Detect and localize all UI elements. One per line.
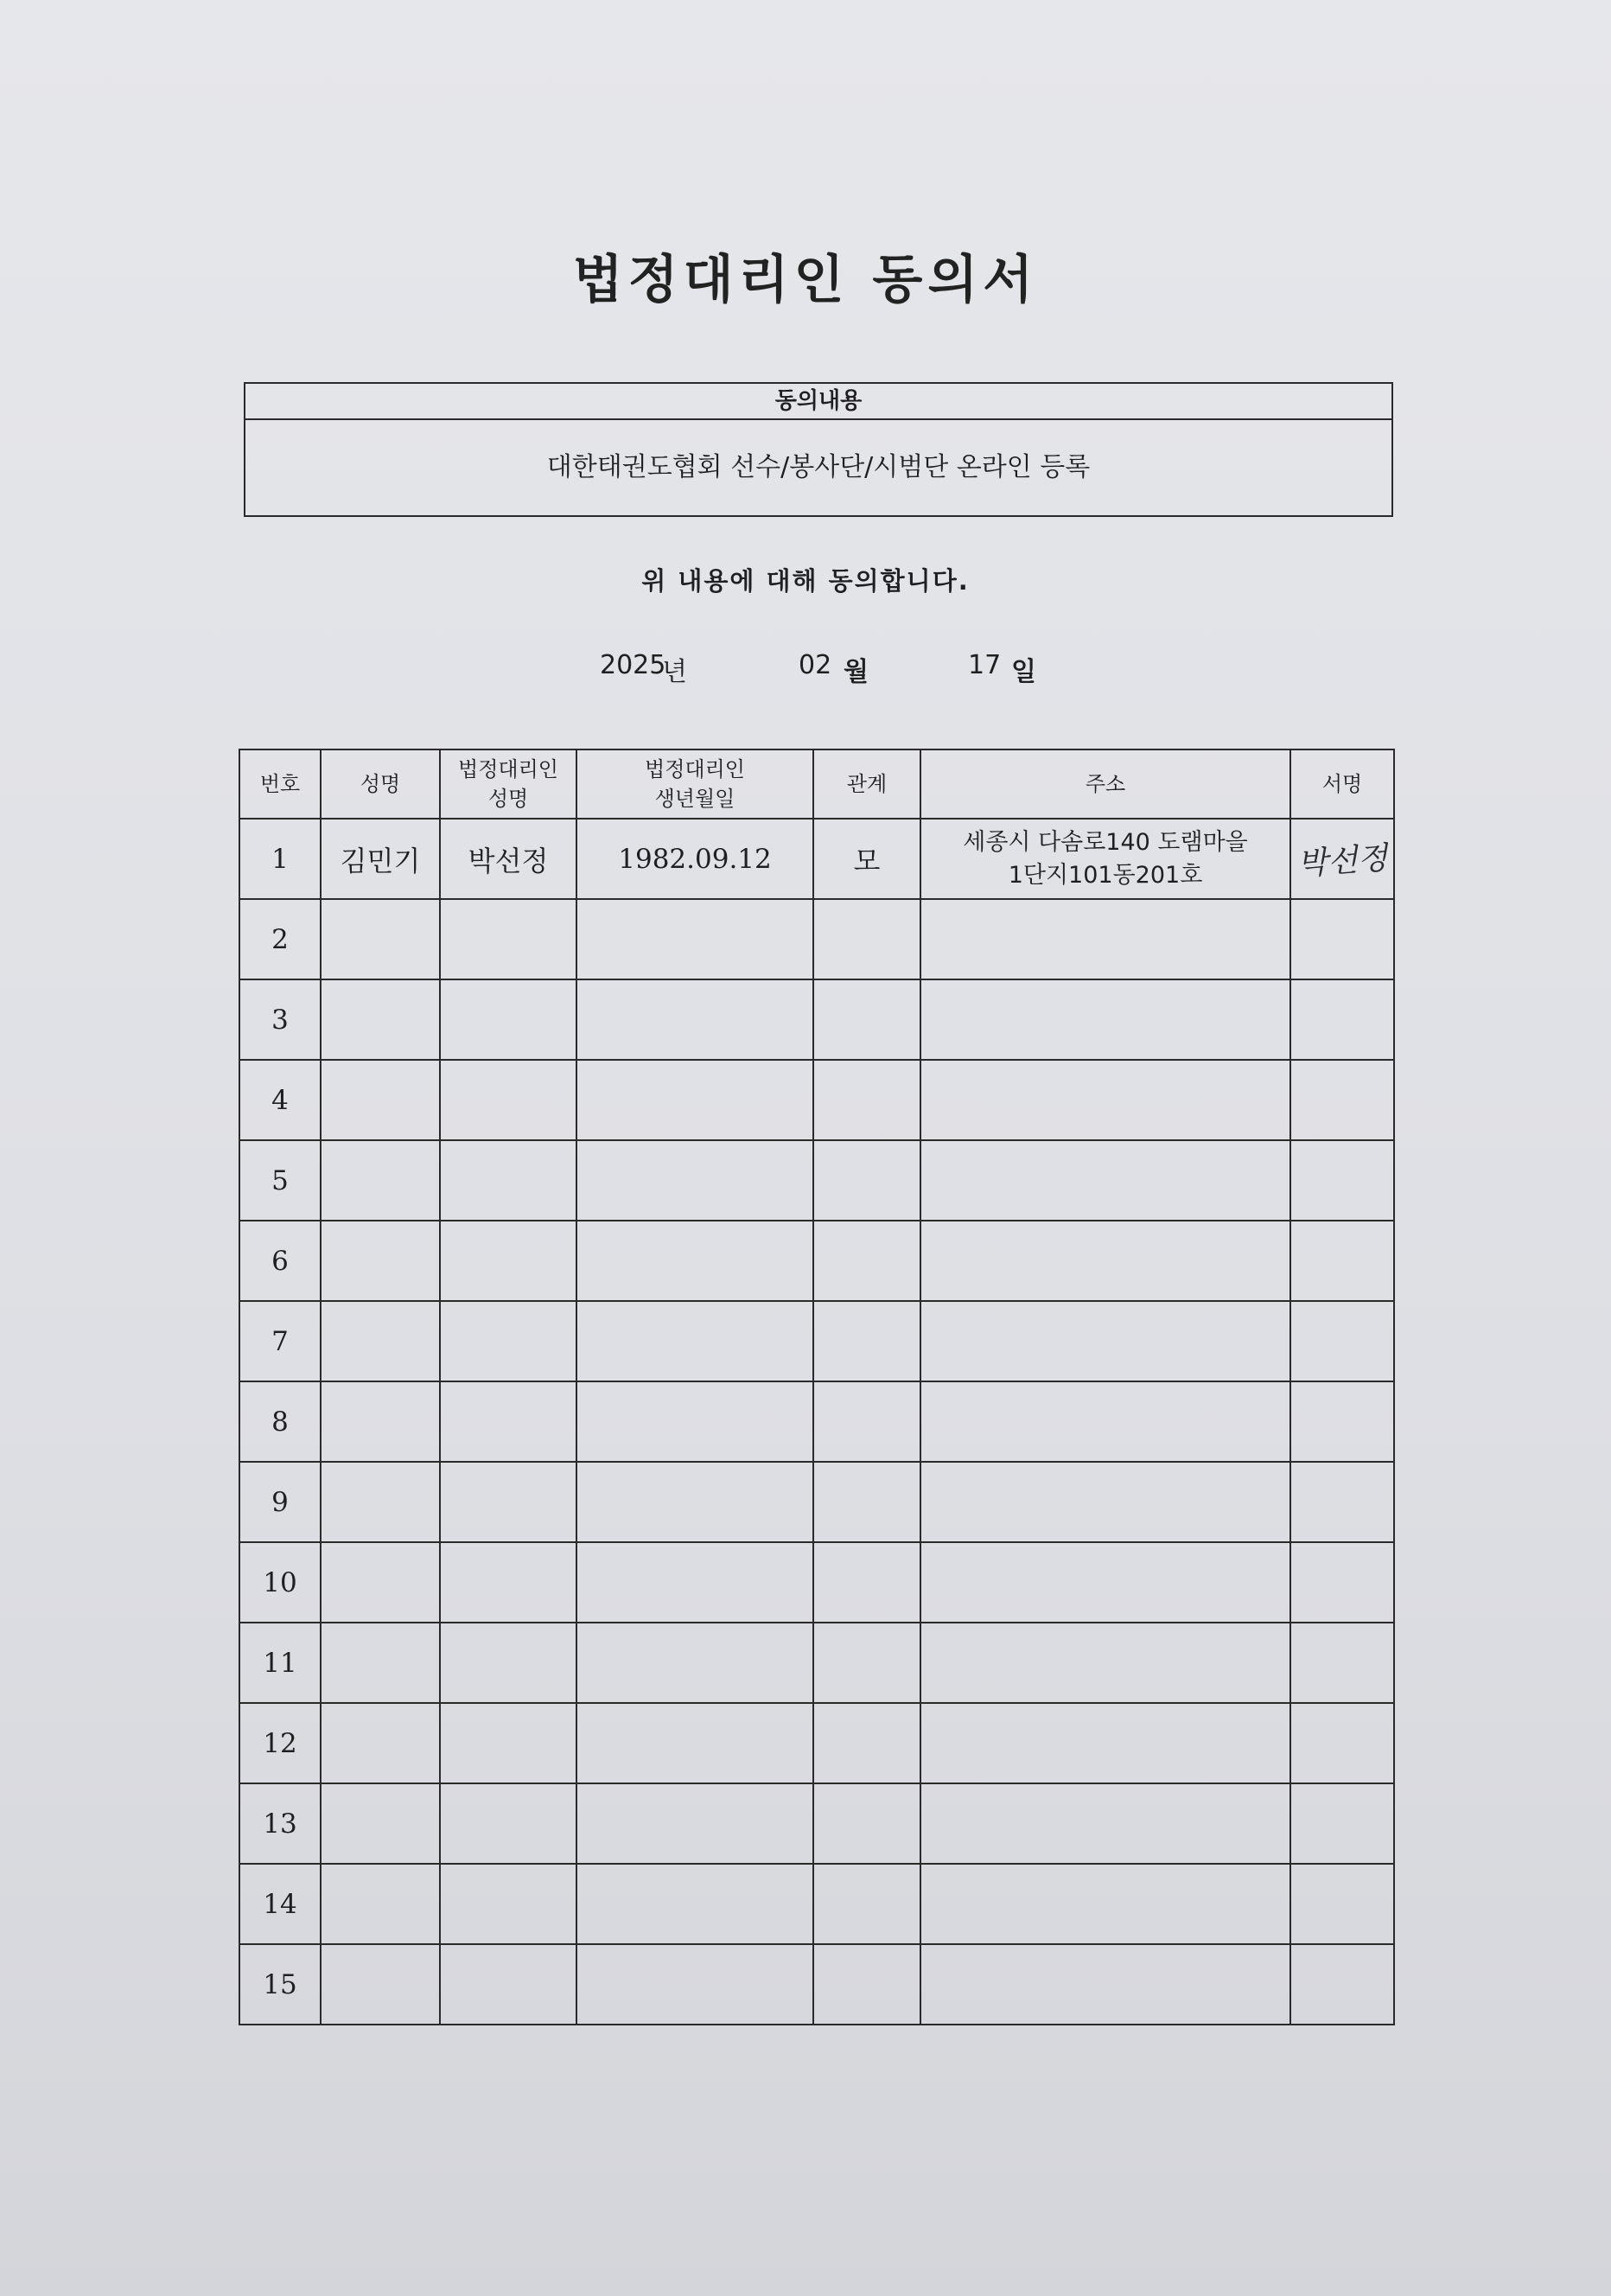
cell-guardian-name [440,1221,576,1301]
table-header-row [239,749,1394,819]
cell-signature [1290,1060,1394,1140]
table-row [239,979,1394,1060]
cell-signature [1290,819,1394,899]
cell-address [920,1703,1290,1783]
cell-guardian-birth [576,1864,813,1944]
date-month-unit: 월 [844,657,869,687]
cell-no: 7 [239,1301,321,1381]
cell-no: 4 [239,1060,321,1140]
cell-relation [813,979,920,1060]
agreement-statement: 위 내용에 대해 동의합니다. [641,566,970,596]
table-row [239,899,1394,979]
cell-guardian-name [440,1864,576,1944]
cell-no: 9 [239,1462,321,1542]
cell-guardian-name [440,1060,576,1140]
cell-signature [1290,1703,1394,1783]
cell-signature [1290,1944,1394,2025]
cell-guardian-name [440,979,576,1060]
cell-address [920,979,1290,1060]
cell-name [321,1542,440,1623]
table-row [239,1381,1394,1462]
cell-name [321,979,440,1060]
cell-no: 15 [239,1944,321,2025]
cell-name [321,1703,440,1783]
cell-relation [813,1221,920,1301]
header-guardian-name: 법정대리인 성명 [440,749,576,819]
table-row [239,819,1394,899]
cell-signature [1290,1221,1394,1301]
cell-signature [1290,1542,1394,1623]
consent-content-box [244,382,1393,517]
cell-name [321,899,440,979]
cell-relation [813,1060,920,1140]
cell-guardian-birth [576,1623,813,1703]
cell-guardian-birth [576,1381,813,1462]
cell-guardian-birth [576,1060,813,1140]
cell-guardian-birth [576,1301,813,1381]
table-row [239,1944,1394,2025]
date-year: 2025 [600,650,666,680]
table-row [239,1783,1394,1864]
cell-signature [1290,1864,1394,1944]
cell-relation [813,1542,920,1623]
cell-no: 13 [239,1783,321,1864]
cell-no: 6 [239,1221,321,1301]
header-signature: 서명 [1290,749,1394,819]
table-body [239,819,1394,2025]
table-row [239,1623,1394,1703]
cell-no: 5 [239,1140,321,1221]
cell-name [321,1221,440,1301]
table-row [239,1140,1394,1221]
table-row [239,1864,1394,1944]
guardian-roster-table [239,749,1395,2025]
cell-signature [1290,1462,1394,1542]
consent-text: 대한태권도협회 선수/봉사단/시범단 온라인 등록 [546,452,1091,482]
cell-address [920,1864,1290,1944]
cell-guardian-birth [576,1462,813,1542]
cell-signature [1290,899,1394,979]
cell-guardian-name: 박선정 [440,819,576,899]
cell-address [920,1542,1290,1623]
cell-no: 12 [239,1703,321,1783]
cell-no: 11 [239,1623,321,1703]
cell-relation [813,1623,920,1703]
cell-name [321,1864,440,1944]
cell-relation [813,1703,920,1783]
cell-guardian-birth [576,899,813,979]
cell-name: 김민기 [321,819,440,899]
cell-relation [813,1944,920,2025]
cell-guardian-name [440,899,576,979]
header-guardian-birth: 법정대리인 생년월일 [576,749,813,819]
cell-address [920,1462,1290,1542]
cell-address [920,1140,1290,1221]
cell-no: 3 [239,979,321,1060]
date-year-unit: 년 [662,657,687,687]
table-row [239,1462,1394,1542]
cell-no: 10 [239,1542,321,1623]
cell-address [920,1944,1290,2025]
cell-address [920,1783,1290,1864]
cell-relation [813,1864,920,1944]
cell-address [920,1301,1290,1381]
date-month: 02 [799,650,832,680]
table-row [239,1542,1394,1623]
header-relation: 관계 [813,749,920,819]
date-day-unit: 일 [1011,657,1036,687]
header-address: 주소 [920,749,1290,819]
cell-guardian-name [440,1140,576,1221]
cell-guardian-birth [576,1542,813,1623]
cell-no: 2 [239,899,321,979]
cell-address [920,1060,1290,1140]
cell-no: 1 [239,819,321,899]
cell-signature [1290,1381,1394,1462]
cell-guardian-birth [576,1221,813,1301]
cell-name [321,1623,440,1703]
cell-signature [1290,1140,1394,1221]
cell-signature [1290,1783,1394,1864]
cell-guardian-name [440,1623,576,1703]
cell-relation [813,1301,920,1381]
cell-name [321,1301,440,1381]
cell-address: 세종시 다솜로140 도램마을 1단지101동201호 [920,819,1290,899]
cell-name [321,1462,440,1542]
cell-name [321,1944,440,2025]
cell-name [321,1140,440,1221]
date-line [0,650,1611,685]
cell-guardian-birth: 1982.09.12 [576,819,813,899]
cell-guardian-name [440,1381,576,1462]
table-row [239,1221,1394,1301]
cell-relation: 모 [813,819,920,899]
consent-header: 동의내용 [245,384,1391,420]
cell-guardian-birth [576,1703,813,1783]
table-row [239,1703,1394,1783]
cell-guardian-birth [576,979,813,1060]
cell-name [321,1060,440,1140]
cell-guardian-name [440,1703,576,1783]
cell-no: 14 [239,1864,321,1944]
cell-address [920,1381,1290,1462]
table-row [239,1060,1394,1140]
handwritten-signature: 박선정 [1296,840,1389,883]
cell-name [321,1783,440,1864]
cell-guardian-birth [576,1783,813,1864]
cell-guardian-name [440,1542,576,1623]
cell-address [920,1623,1290,1703]
header-name: 성명 [321,749,440,819]
cell-guardian-birth [576,1944,813,2025]
cell-guardian-name [440,1783,576,1864]
cell-signature [1290,1301,1394,1381]
cell-relation [813,899,920,979]
cell-relation [813,1783,920,1864]
cell-address [920,1221,1290,1301]
cell-guardian-name [440,1301,576,1381]
date-day: 17 [968,650,1002,680]
document-title: 법정대리인 동의서 [572,250,1039,310]
cell-guardian-birth [576,1140,813,1221]
cell-signature [1290,1623,1394,1703]
cell-guardian-name [440,1944,576,2025]
cell-relation [813,1462,920,1542]
cell-no: 8 [239,1381,321,1462]
table-row [239,1301,1394,1381]
header-no: 번호 [239,749,321,819]
cell-signature [1290,979,1394,1060]
cell-relation [813,1140,920,1221]
cell-relation [813,1381,920,1462]
cell-address [920,899,1290,979]
cell-name [321,1381,440,1462]
cell-guardian-name [440,1462,576,1542]
